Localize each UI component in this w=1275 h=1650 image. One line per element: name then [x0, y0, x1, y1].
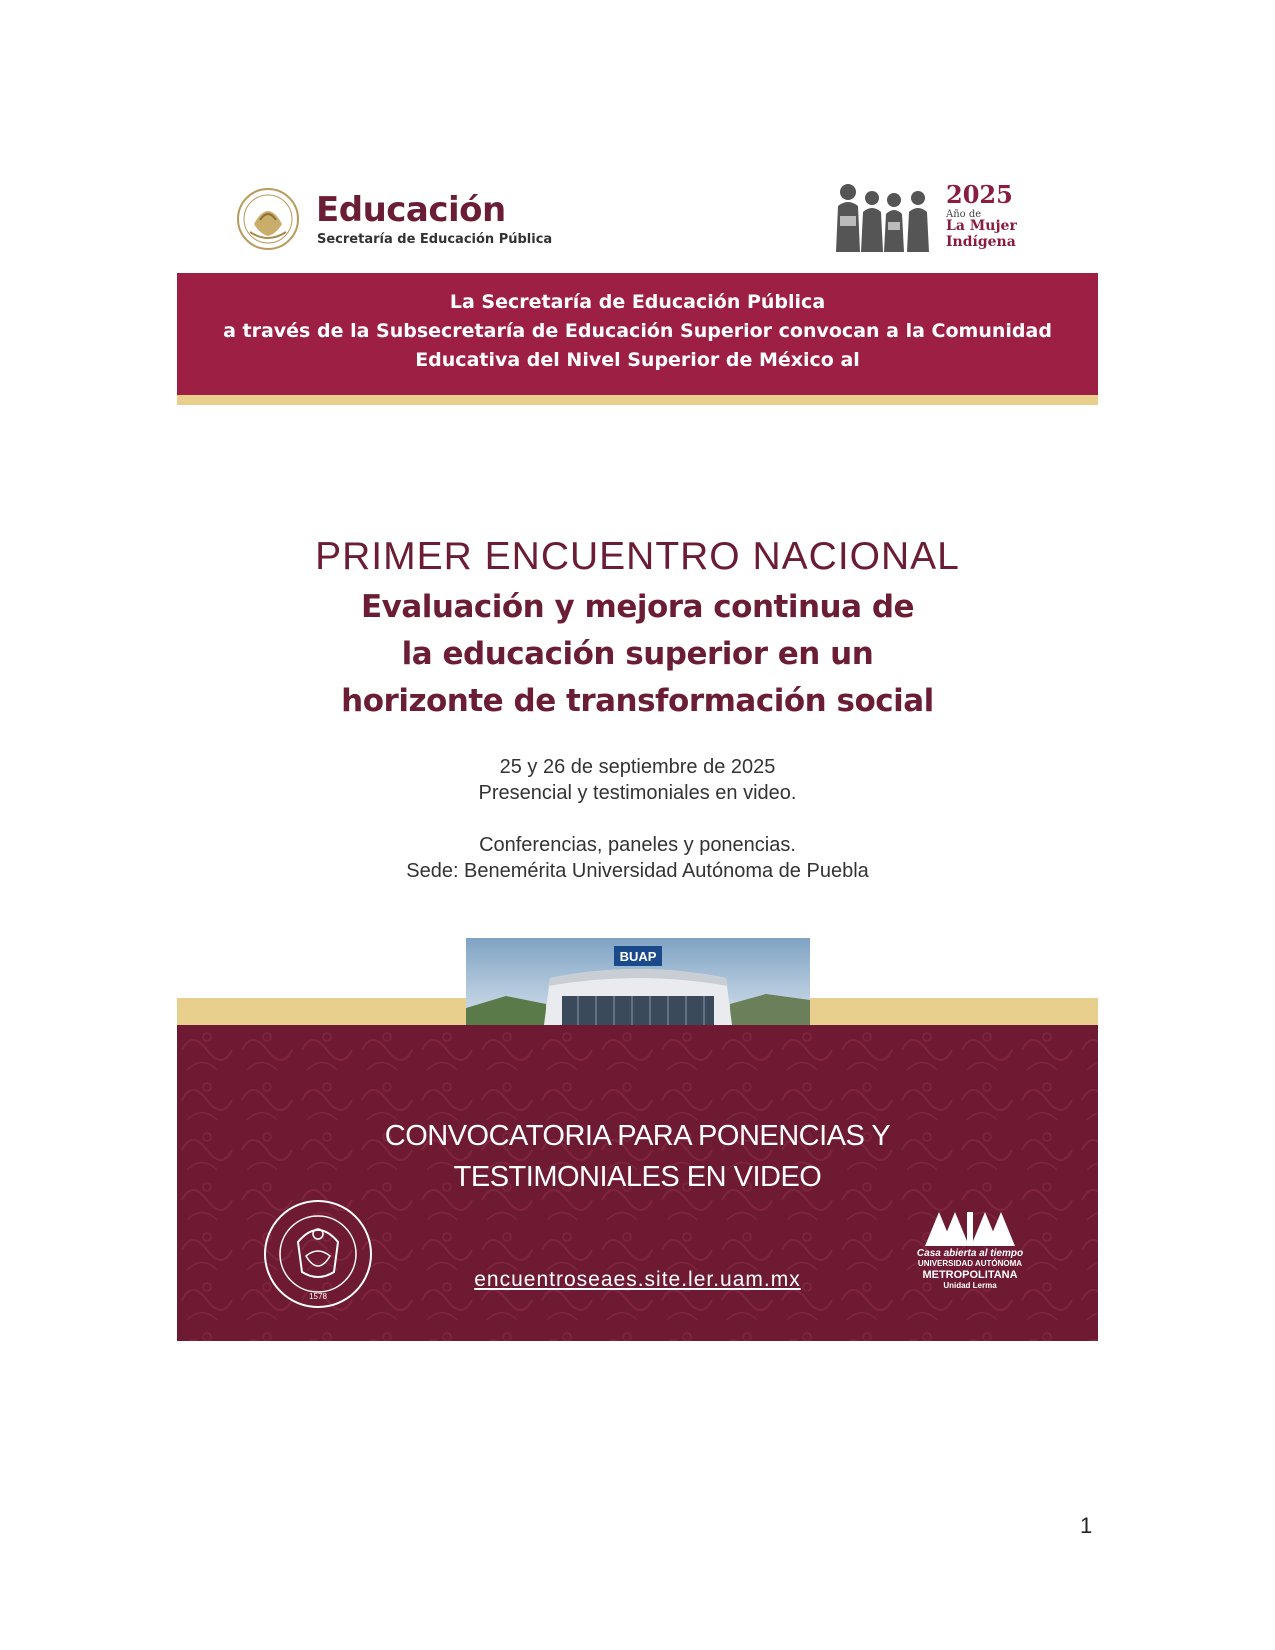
subtitle-line: Evaluación y mejora continua de	[360, 589, 915, 625]
event-date-info	[177, 754, 1098, 806]
indigenous-women-illustration	[828, 176, 938, 252]
mujer-line2: Indígena	[946, 234, 1016, 250]
banner-line: Educativa del Nivel Superior de México al	[415, 349, 860, 371]
event-title: PRIMER ENCUENTRO NACIONAL	[315, 535, 960, 578]
mexico-seal-icon	[236, 184, 300, 254]
call-line: CONVOCATORIA PARA PONENCIAS Y	[384, 1120, 891, 1152]
buap-building-photo	[466, 938, 810, 1025]
banner-text	[177, 288, 1098, 375]
buap-seal-icon	[262, 1198, 374, 1310]
event-date: 25 y 26 de septiembre de 2025	[499, 756, 776, 778]
event-venue-info	[177, 832, 1098, 884]
buap-seal-year: 1578	[309, 1292, 327, 1301]
uam-line1: UNIVERSIDAD AUTÓNOMA	[917, 1259, 1023, 1268]
banner-line: La Secretaría de Educación Pública	[449, 291, 826, 313]
uam-tagline: Casa abierta al tiempo	[916, 1248, 1024, 1259]
mujer-line1: La Mujer	[946, 218, 1017, 234]
uam-line2: METROPOLITANA	[922, 1269, 1018, 1281]
call-line: TESTIMONIALES EN VIDEO	[453, 1161, 822, 1193]
sep-subtitle: Secretaría de Educación Pública	[317, 232, 553, 247]
subtitle-line: horizonte de transformación social	[341, 683, 934, 719]
banner-line: a través de la Subsecretaría de Educación Superior convocan a la Comunidad	[223, 320, 1052, 342]
mujer-indigena-logo	[828, 176, 1018, 252]
page-number: 1	[1080, 1513, 1093, 1538]
call-title	[177, 1116, 1098, 1198]
uam-logo	[910, 1208, 1030, 1304]
mujer-year: 2025	[946, 180, 1013, 209]
event-url-link[interactable]: encuentroseaes.site.ler.uam.mx	[474, 1268, 801, 1291]
subtitle-line: la educación superior en un	[401, 636, 874, 672]
event-subtitle	[177, 584, 1098, 725]
mujer-ano-de: Año de	[946, 209, 982, 220]
sep-title: Educación	[316, 190, 506, 230]
uam-mark-icon	[921, 1208, 1019, 1248]
event-activities: Conferencias, paneles y ponencias.	[479, 834, 796, 856]
event-venue: Sede: Benemérita Universidad Autónoma de Puebla	[406, 860, 869, 882]
buap-sign: BUAP	[619, 949, 657, 964]
mujer-name	[946, 218, 1017, 250]
top-gold-strip	[177, 395, 1098, 405]
uam-line3: Unidad Lerma	[943, 1281, 997, 1290]
event-mode: Presencial y testimoniales en video.	[478, 782, 797, 804]
sep-logo	[236, 184, 553, 258]
